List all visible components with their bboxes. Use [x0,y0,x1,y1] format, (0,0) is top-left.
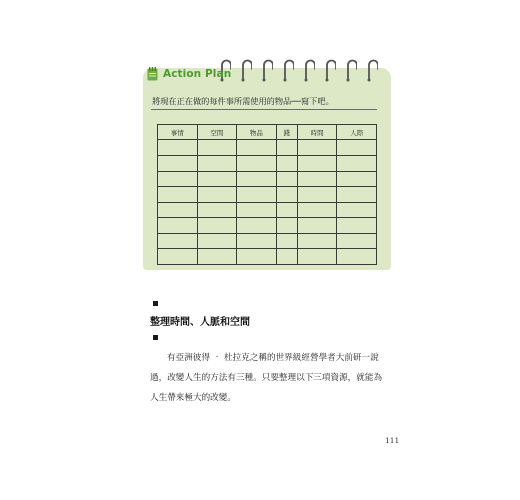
table-cell [337,155,377,171]
planning-table [157,124,377,265]
table-cell [197,249,237,265]
table-cell [337,233,377,249]
table-cell [158,249,198,265]
table-cell [297,218,337,234]
table-row [158,233,377,249]
instruction-text: 將現在正在做的每件事所需使用的物品──寫下吧。 [152,96,334,106]
body-paragraph [150,348,412,408]
table-cell [337,171,377,187]
table-cell [197,202,237,218]
table-cell [276,233,297,249]
table-cell [237,171,277,187]
table-cell [237,187,277,203]
header-money: 錢 [276,125,297,140]
table-cell [158,202,198,218]
table-cell [297,187,337,203]
table-cell [197,140,237,156]
page-number: 111 [385,436,400,445]
table-cell [158,155,198,171]
table-row [158,249,377,265]
table-cell [197,155,237,171]
table-cell [276,171,297,187]
header-relations: 人際 [337,125,377,140]
header-task: 事情 [158,125,198,140]
table-cell [297,171,337,187]
table-cell [197,233,237,249]
table-cell [276,187,297,203]
instruction-underline [151,109,377,110]
spiral-ring [365,58,378,82]
spiral-ring [323,58,336,82]
table-cell [276,140,297,156]
table-row [158,171,377,187]
table-cell [297,155,337,171]
action-plan-header [147,66,231,82]
table-cell [237,249,277,265]
table-cell [237,140,277,156]
table-cell [297,249,337,265]
table-row [158,155,377,171]
table-cell [337,218,377,234]
table-cell [276,218,297,234]
table-cell [158,218,198,234]
table-row [158,202,377,218]
spiral-ring [260,58,273,82]
table-cell [158,140,198,156]
table-cell [276,202,297,218]
section-title: 整理時間、人脈和空間 [150,317,250,328]
table-row [158,140,377,156]
action-plan-title: Action Plan [163,68,232,80]
table-cell [237,218,277,234]
table-row [158,187,377,203]
section-bullet-top [153,301,158,306]
table-cell [276,155,297,171]
header-items: 物品 [237,125,277,140]
spiral-ring [344,58,357,82]
header-time: 時間 [297,125,337,140]
section-bullet-bottom [153,335,158,340]
table-row [158,218,377,234]
body-line: 人生帶來極大的改變。 [150,393,236,403]
body-line: 有亞洲彼得 ‧ 杜拉克之稱的世界級經營學者大前研一說 [167,353,379,363]
table-cell [237,233,277,249]
table-cell [158,187,198,203]
table-cell [337,202,377,218]
spiral-ring [239,58,252,82]
table-cell [197,171,237,187]
table-cell [337,249,377,265]
spiral-ring [302,58,315,82]
spiral-ring [281,58,294,82]
table-cell [337,140,377,156]
notepad-icon [147,67,158,81]
table-cell [297,202,337,218]
notebook-rings [218,58,378,84]
table-cell [158,171,198,187]
table-cell [297,140,337,156]
table-cell [237,155,277,171]
body-line: 過，改變人生的方法有三種。只要整理以下三項資源，就能為 [150,373,383,383]
table-cell [337,187,377,203]
table-header-row [158,125,377,140]
table-cell [197,187,237,203]
header-space: 空間 [197,125,237,140]
table-cell [276,249,297,265]
table-cell [237,202,277,218]
table-cell [197,218,237,234]
table-cell [297,233,337,249]
table-cell [158,233,198,249]
